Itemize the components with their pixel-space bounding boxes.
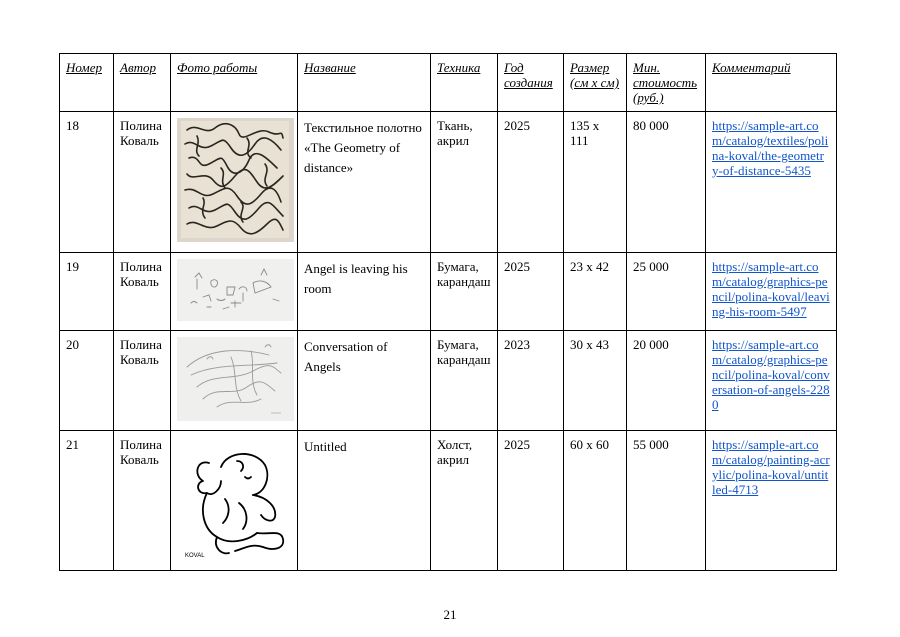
cell-author: Полина Коваль — [114, 431, 171, 571]
angels-sketch-photo — [177, 337, 294, 424]
header-price: Мин. стоимость (руб.) — [627, 54, 706, 112]
cell-price: 55 000 — [627, 431, 706, 571]
cell-size: 30 x 43 — [564, 331, 627, 431]
cell-size: 23 x 42 — [564, 253, 627, 331]
header-photo: Фото работы — [171, 54, 298, 112]
angel-line-drawing — [177, 437, 294, 564]
cell-comment — [706, 253, 837, 331]
cell-author: Полина Коваль — [114, 253, 171, 331]
cell-number: 20 — [60, 331, 114, 431]
header-year: Год создания — [498, 54, 564, 112]
cell-title: Untitled — [298, 431, 431, 571]
header-title: Название — [298, 54, 431, 112]
artwork-table — [59, 53, 837, 571]
cell-photo — [171, 253, 298, 331]
cell-year: 2023 — [498, 331, 564, 431]
cell-technique: Бумага, карандаш — [431, 253, 498, 331]
cell-number: 21 — [60, 431, 114, 571]
cell-photo — [171, 112, 298, 253]
cell-comment — [706, 331, 837, 431]
cell-year: 2025 — [498, 112, 564, 253]
table-row — [60, 431, 837, 571]
cell-title: Angel is leaving his room — [298, 253, 431, 331]
header-number: Номер — [60, 54, 114, 112]
table-header-row — [60, 54, 837, 112]
cell-title: Текстильное полотно «The Geometry of distance» — [298, 112, 431, 253]
cell-comment — [706, 112, 837, 253]
cell-price: 25 000 — [627, 253, 706, 331]
table-row — [60, 253, 837, 331]
cell-comment — [706, 431, 837, 571]
cell-price: 80 000 — [627, 112, 706, 253]
artwork-link[interactable]: https://sample-art.com/catalog/graphics-pencil/polina-koval/conversation-of-angels-2280 — [712, 337, 830, 412]
header-comment: Комментарий — [706, 54, 837, 112]
table-row — [60, 331, 837, 431]
artwork-link[interactable]: https://sample-art.com/catalog/graphics-pencil/polina-koval/leaving-his-room-5497 — [712, 259, 830, 319]
cell-size: 135 x 111 — [564, 112, 627, 253]
cell-number: 19 — [60, 253, 114, 331]
cell-size: 60 x 60 — [564, 431, 627, 571]
cell-technique: Холст, акрил — [431, 431, 498, 571]
cell-year: 2025 — [498, 253, 564, 331]
cell-title: Conversation of Angels — [298, 331, 431, 431]
cell-technique: Ткань, акрил — [431, 112, 498, 253]
textile-maze-photo — [177, 118, 294, 245]
cell-technique: Бумага, карандаш — [431, 331, 498, 431]
cell-year: 2025 — [498, 431, 564, 571]
cell-photo — [171, 331, 298, 431]
header-size: Размер (см х см) — [564, 54, 627, 112]
page-number: 21 — [443, 607, 457, 622]
table-row — [60, 112, 837, 253]
artwork-link[interactable]: https://sample-art.com/catalog/textiles/polina-koval/the-geometry-of-distance-5435 — [712, 118, 829, 178]
header-author: Автор — [114, 54, 171, 112]
cell-author: Полина Коваль — [114, 112, 171, 253]
pencil-sketch-photo — [177, 259, 294, 324]
signature-text: KOVAL — [185, 553, 205, 559]
cell-photo — [171, 431, 298, 571]
artwork-link[interactable]: https://sample-art.com/catalog/painting-acrylic/polina-koval/untitled-4713 — [712, 437, 830, 497]
cell-author: Полина Коваль — [114, 331, 171, 431]
cell-number: 18 — [60, 112, 114, 253]
cell-price: 20 000 — [627, 331, 706, 431]
header-technique: Техника — [431, 54, 498, 112]
